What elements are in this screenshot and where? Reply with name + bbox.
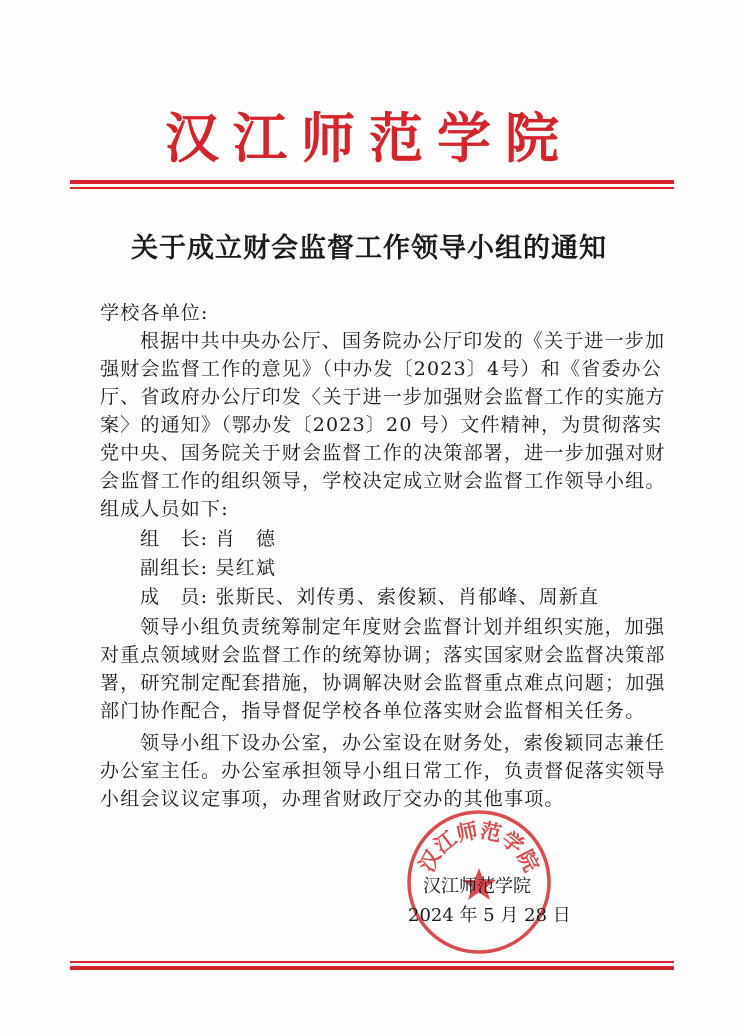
member-names: 肖 德 bbox=[215, 528, 277, 550]
paragraph-line: 厅、省政府办公厅印发〈关于进一步加强财会监督工作的实施方 bbox=[100, 386, 666, 408]
footer-rule-thick bbox=[70, 966, 674, 970]
header-rule-thick bbox=[70, 180, 674, 184]
paragraph-line: 部门协作配合，指导督促学校各单位落实财会监督相关任务。 bbox=[100, 700, 646, 722]
paragraph-line: 党中央、国务院关于财会监督工作的决策部署，进一步加强对财 bbox=[100, 442, 666, 464]
paragraph-line: 领导小组负责统筹制定年度财会监督计划并组织实施，加强 bbox=[140, 616, 666, 638]
member-row-members bbox=[140, 582, 599, 609]
member-row-deputy bbox=[140, 553, 276, 580]
member-names: 吴红斌 bbox=[215, 557, 277, 579]
paragraph-line: 办公室主任。办公室承担领导小组日常工作，负责督促落实领导 bbox=[100, 760, 666, 782]
paragraph-line: 小组会议议定事项，办理省财政厅交办的其他事项。 bbox=[100, 788, 565, 810]
signature-org: 汉江师范学院 bbox=[423, 876, 531, 897]
member-role: 副组长: bbox=[140, 557, 209, 579]
member-role: 成 员: bbox=[140, 586, 209, 608]
paragraph-line: 案〉的通知》（鄂办发〔2023〕20 号）文件精神，为贯彻落实 bbox=[100, 414, 663, 436]
notice-title: 关于成立财会监督工作领导小组的通知 bbox=[131, 233, 607, 264]
member-role: 组 长: bbox=[140, 528, 209, 550]
paragraph-line: 署，研究制定配套措施，协调解决财会监督重点难点问题；加强 bbox=[100, 672, 666, 694]
salutation: 学校各单位: bbox=[100, 302, 209, 324]
footer-rule-thin bbox=[70, 961, 674, 963]
member-names: 张斯民、刘传勇、索俊颖、肖郁峰、周新直 bbox=[215, 586, 600, 608]
document-header-title: 汉江师范学院 bbox=[165, 106, 573, 170]
signature-date: 2024 年 5 月 28 日 bbox=[408, 905, 571, 926]
seal-text: 汉江师范学院 bbox=[413, 817, 545, 876]
member-row-leader bbox=[140, 524, 276, 551]
header-rule-thin bbox=[70, 187, 674, 189]
paragraph-line: 组成人员如下: bbox=[100, 498, 229, 520]
paragraph-line: 对重点领域财会监督工作的统筹协调；落实国家财会监督决策部 bbox=[100, 644, 666, 666]
paragraph-line: 会监督工作的组织领导，学校决定成立财会监督工作领导小组。 bbox=[100, 470, 666, 492]
paragraph-line: 领导小组下设办公室，办公室设在财务处，索俊颖同志兼任 bbox=[140, 732, 666, 754]
paragraph-line: 强财会监督工作的意见》（中办发〔2023〕4号）和《省委办公 bbox=[100, 358, 662, 380]
paragraph-line: 根据中共中央办公厅、国务院办公厅印发的《关于进一步加 bbox=[140, 330, 666, 352]
